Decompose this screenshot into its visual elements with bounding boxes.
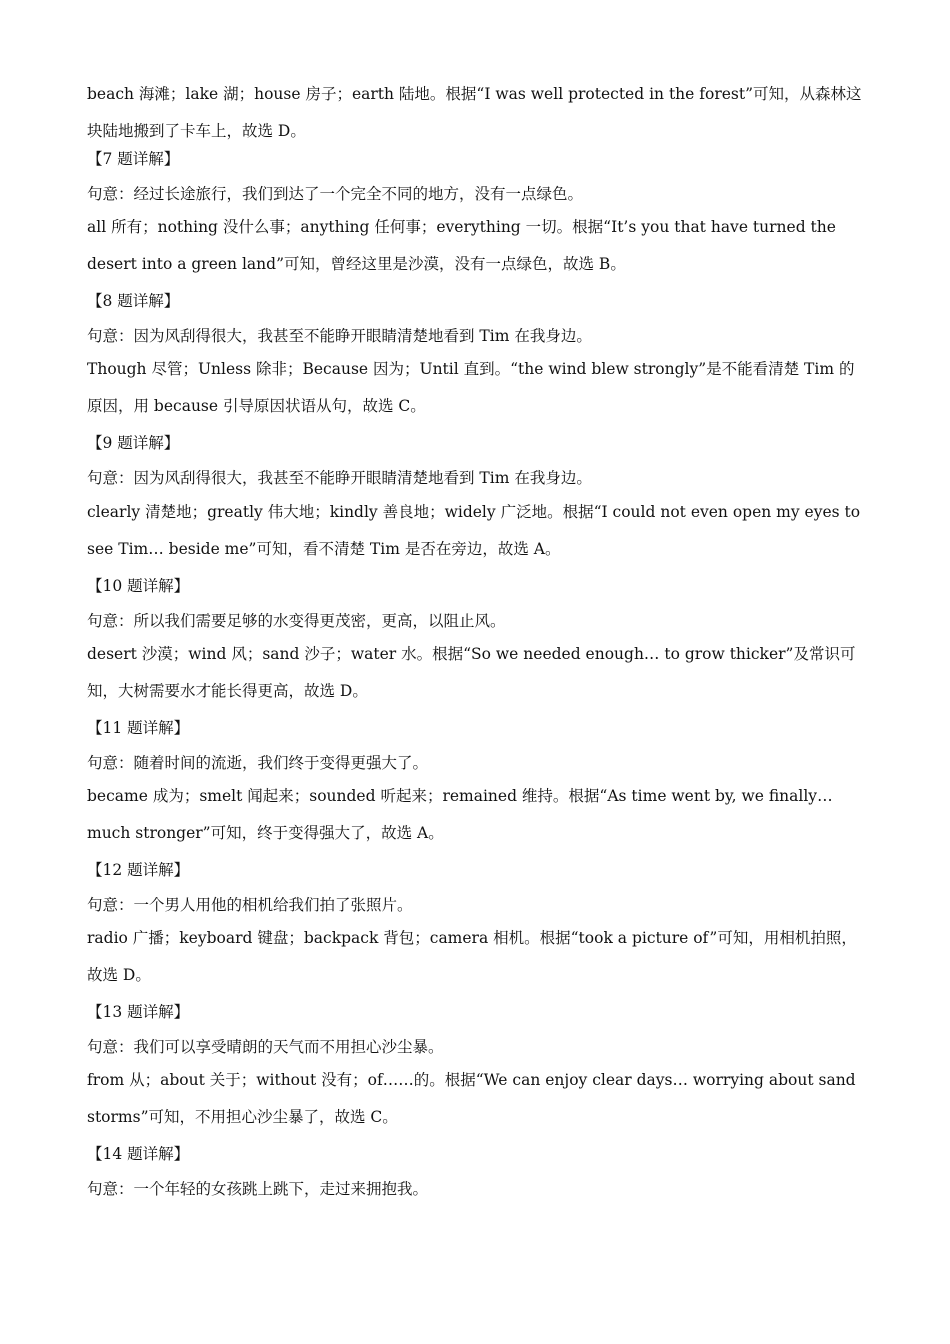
q10-heading: 【10 题详解】 [87, 577, 190, 595]
q11-heading: 【11 题详解】 [87, 719, 190, 737]
q7-explanation: all 所有；nothing 没什么事；anything 任何事；everything 一切。根据“It’s you that have turned the desert into a green land”可知，曾经这里是沙漠，没有一点绿色，故选 B。 [87, 218, 836, 273]
q11-explanation: became 成为；smelt 闻起来；sounded 听起来；remained 维持。根据“As time went by, we finally… much stronger”可知，终于变得强大了，故选 A。 [87, 787, 833, 842]
q11-meaning: 句意：随着时间的流逝，我们终于变得更强大了。 [87, 754, 429, 772]
q9-meaning: 句意：因为风刮得很大，我甚至不能睁开眼睛清楚地看到 Tim 在我身边。 [87, 469, 592, 487]
q10-meaning: 句意：所以我们需要足够的水变得更茂密，更高，以阻止风。 [87, 612, 506, 630]
q12-heading: 【12 题详解】 [87, 861, 190, 879]
q12-meaning: 句意：一个男人用他的相机给我们拍了张照片。 [87, 896, 413, 914]
q8-meaning: 句意：因为风刮得很大，我甚至不能睁开眼睛清楚地看到 Tim 在我身边。 [87, 327, 592, 345]
q9-heading: 【9 题详解】 [87, 434, 180, 452]
q8-explanation: Though 尽管；Unless 除非；Because 因为；Until 直到。“the wind blew strongly”是不能看清楚 Tim 的原因，用 because 引导原因状语从句，故选 C。 [87, 360, 855, 415]
q13-meaning: 句意：我们可以享受晴朗的天气而不用担心沙尘暴。 [87, 1038, 444, 1056]
q14-meaning: 句意：一个年轻的女孩跳上跳下，走过来拥抱我。 [87, 1180, 429, 1198]
q14-heading: 【14 题详解】 [87, 1145, 190, 1163]
q13-explanation: from 从；about 关于；without 没有；of……的。根据“We can enjoy clear days… worrying about sand storms”可知，不用担心沙尘暴了，故选 C。 [87, 1071, 856, 1126]
q12-explanation: radio 广播；keyboard 键盘；backpack 背包；camera 相机。根据“took a picture of”可知，用相机拍照，故选 D。 [87, 929, 857, 984]
q7-heading: 【7 题详解】 [87, 150, 180, 168]
q8-heading: 【8 题详解】 [87, 292, 180, 310]
q9-explanation: clearly 清楚地；greatly 伟大地；kindly 善良地；widely 广泛地。根据“I could not even open my eyes to see Tim… beside me”可知，看不清楚 Tim 是否在旁边，故选 A。 [87, 503, 861, 558]
q10-explanation: desert 沙漠；wind 风；sand 沙子；water 水。根据“So we needed enough… to grow thicker”及常识可知，大树需要水才能长得更高，故选 D。 [87, 645, 856, 700]
q13-heading: 【13 题详解】 [87, 1003, 190, 1021]
q6-options-paragraph: beach 海滩；lake 湖；house 房子；earth 陆地。根据“I was well protected in the forest”可知，从森林这块陆地搬到了卡车上，故选 D。 [87, 85, 862, 140]
q7-meaning: 句意：经过长途旅行，我们到达了一个完全不同的地方，没有一点绿色。 [87, 185, 584, 203]
